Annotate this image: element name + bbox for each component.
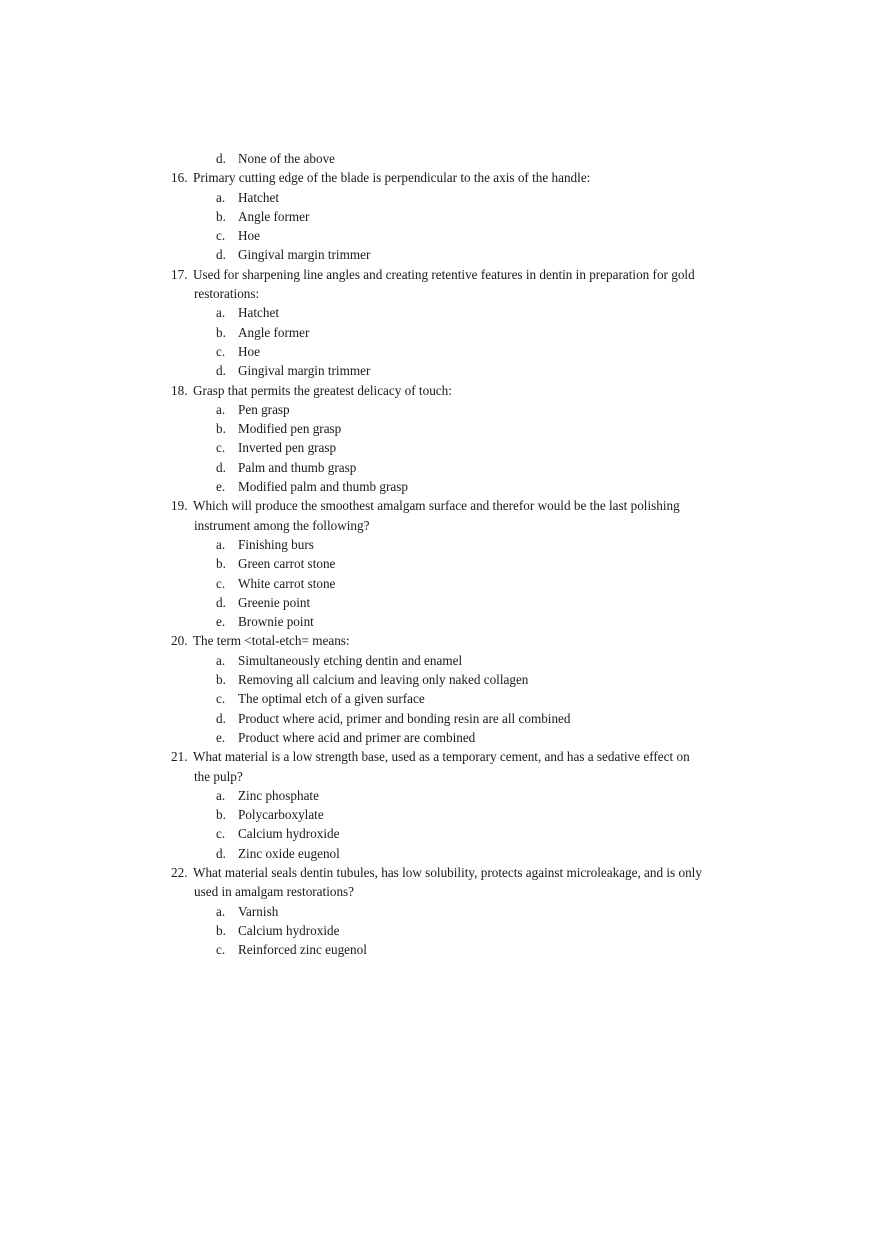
option-letter: b.	[216, 807, 226, 823]
option-text: Gingival margin trimmer	[238, 247, 371, 263]
answer-option	[0, 940, 880, 959]
answer-option	[0, 438, 880, 457]
option-text: Brownie point	[238, 614, 314, 630]
question-text: instrument among the following?	[194, 517, 370, 533]
option-letter: a.	[216, 305, 226, 321]
question-text: the pulp?	[194, 768, 243, 784]
answer-option	[0, 921, 880, 940]
option-text: Zinc phosphate	[238, 787, 319, 803]
question-number: 20.	[171, 633, 188, 649]
question-block	[0, 496, 880, 631]
answer-option	[0, 207, 880, 226]
question-stem	[0, 863, 880, 882]
question-text: What material is a low strength base, used as a temporary cement, and has a sedative effect on	[193, 749, 690, 765]
option-letter: b.	[216, 556, 226, 572]
answer-option	[0, 245, 880, 264]
question-block	[0, 168, 880, 264]
question-stem	[0, 631, 880, 650]
answer-option	[0, 226, 880, 245]
answer-option	[0, 805, 880, 824]
option-text: White carrot stone	[238, 575, 336, 591]
option-letter: a.	[216, 903, 226, 919]
option-letter: b.	[216, 324, 226, 340]
answer-option	[0, 477, 880, 496]
option-letter: d.	[216, 247, 226, 263]
question-number: 19.	[171, 498, 188, 514]
option-text: Hoe	[238, 343, 260, 359]
question-text: Used for sharpening line angles and creating retentive features in dentin in preparation for gold	[193, 266, 695, 282]
option-letter: c.	[216, 343, 226, 359]
answer-option	[0, 400, 880, 419]
option-text: Greenie point	[238, 594, 311, 610]
question-stem	[0, 747, 880, 766]
question-stem	[0, 496, 880, 515]
option-letter: c.	[216, 826, 226, 842]
option-text: Angle former	[238, 324, 310, 340]
question-number: 17.	[171, 266, 188, 282]
option-letter: c.	[216, 228, 226, 244]
option-letter: b.	[216, 208, 226, 224]
question-block	[0, 265, 880, 381]
option-text: Varnish	[238, 903, 279, 919]
option-letter: d.	[216, 459, 226, 475]
answer-option	[0, 689, 880, 708]
answer-option	[0, 342, 880, 361]
option-letter: c.	[216, 575, 226, 591]
question-stem-continuation	[0, 882, 880, 901]
question-text: Which will produce the smoothest amalgam surface and therefor would be the last polishing	[193, 498, 680, 514]
option-letter: d.	[216, 151, 226, 166]
question-list	[0, 168, 880, 959]
answer-option	[0, 651, 880, 670]
option-text: Green carrot stone	[238, 556, 336, 572]
option-letter: a.	[216, 536, 226, 552]
answer-option	[0, 554, 880, 573]
answer-option	[0, 574, 880, 593]
option-letter: d.	[216, 363, 226, 379]
question-stem-continuation	[0, 767, 880, 786]
option-text: Angle former	[238, 208, 310, 224]
option-text: Hoe	[238, 228, 260, 244]
option-text: None of the above	[238, 151, 336, 166]
option-letter: c.	[216, 691, 226, 707]
document-page	[0, 149, 880, 959]
question-stem-continuation	[0, 284, 880, 303]
question-text: Primary cutting edge of the blade is perpendicular to the axis of the handle:	[193, 170, 591, 186]
option-text: Calcium hydroxide	[238, 922, 340, 938]
option-letter: b.	[216, 421, 226, 437]
option-letter: a.	[216, 401, 226, 417]
question-number: 21.	[171, 749, 188, 765]
question-block	[0, 631, 880, 747]
leading-option	[0, 149, 880, 168]
answer-option	[0, 612, 880, 631]
answer-option	[0, 728, 880, 747]
answer-option	[0, 670, 880, 689]
question-stem	[0, 265, 880, 284]
option-letter: e.	[216, 729, 226, 745]
answer-option	[0, 824, 880, 843]
answer-option	[0, 188, 880, 207]
option-letter: a.	[216, 189, 226, 205]
option-text: Modified pen grasp	[238, 421, 342, 437]
option-text: Palm and thumb grasp	[238, 459, 357, 475]
option-letter: b.	[216, 672, 226, 688]
answer-option	[0, 844, 880, 863]
answer-option	[0, 593, 880, 612]
option-text: Removing all calcium and leaving only naked collagen	[238, 672, 529, 688]
question-stem	[0, 381, 880, 400]
answer-option	[0, 786, 880, 805]
option-letter: e.	[216, 479, 226, 495]
option-text: Modified palm and thumb grasp	[238, 479, 408, 495]
question-text: restorations:	[194, 286, 260, 302]
question-stem	[0, 168, 880, 187]
option-text: The optimal etch of a given surface	[238, 691, 425, 707]
answer-option	[0, 323, 880, 342]
answer-option	[0, 361, 880, 380]
option-letter: d.	[216, 710, 226, 726]
question-text: Grasp that permits the greatest delicacy of touch:	[193, 382, 452, 398]
answer-option	[0, 535, 880, 554]
option-text: Inverted pen grasp	[238, 440, 337, 456]
question-block	[0, 381, 880, 497]
answer-option	[0, 458, 880, 477]
option-text: Polycarboxylate	[238, 807, 324, 823]
option-letter: d.	[216, 845, 226, 861]
option-letter: b.	[216, 922, 226, 938]
question-text: The term <total-etch= means:	[193, 633, 350, 649]
option-text: Finishing burs	[238, 536, 314, 552]
option-text: Simultaneously etching dentin and enamel	[238, 652, 463, 668]
answer-option	[0, 419, 880, 438]
question-block	[0, 747, 880, 863]
answer-option	[0, 709, 880, 728]
option-text: Zinc oxide eugenol	[238, 845, 340, 861]
question-number: 22.	[171, 864, 188, 880]
question-text: used in amalgam restorations?	[194, 884, 355, 900]
option-text: Pen grasp	[238, 401, 290, 417]
option-letter: d.	[216, 594, 226, 610]
option-text: Product where acid, primer and bonding resin are all combined	[238, 710, 571, 726]
option-text: Gingival margin trimmer	[238, 363, 371, 379]
question-number: 18.	[171, 382, 188, 398]
option-text: Hatchet	[238, 305, 280, 321]
question-stem-continuation	[0, 516, 880, 535]
question-block	[0, 863, 880, 959]
option-letter: c.	[216, 942, 226, 958]
option-text: Reinforced zinc eugenol	[238, 942, 367, 958]
answer-option	[0, 303, 880, 322]
option-text: Calcium hydroxide	[238, 826, 340, 842]
option-text: Hatchet	[238, 189, 280, 205]
question-number: 16.	[171, 170, 188, 186]
option-letter: e.	[216, 614, 226, 630]
option-letter: a.	[216, 652, 226, 668]
option-text: Product where acid and primer are combined	[238, 729, 476, 745]
question-text: What material seals dentin tubules, has low solubility, protects against microleakage, and is only	[193, 864, 702, 880]
answer-option	[0, 902, 880, 921]
option-letter: c.	[216, 440, 226, 456]
option-letter: a.	[216, 787, 226, 803]
